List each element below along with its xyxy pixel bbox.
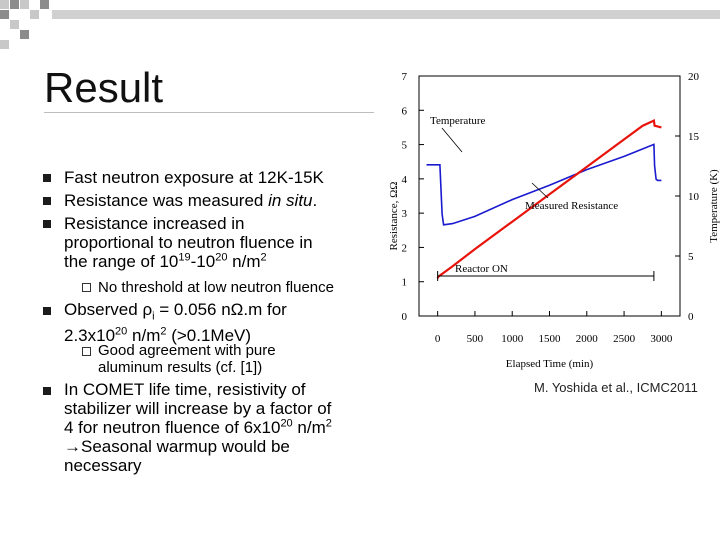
y-left-tick-label: 5 [401, 139, 407, 152]
sub-bullet-2-line2: aluminum results (cf. [1]) [98, 359, 263, 376]
bullet-3-line3-mid: -10 [190, 252, 216, 271]
y-left-tick-label: 6 [401, 105, 407, 118]
bullet-4-line2-mid: n/m [127, 326, 161, 346]
deco-square [0, 10, 9, 19]
deco-square [0, 40, 9, 49]
bullet-5-line3-pre: 4 for neutron fluence of 6x10 [64, 418, 281, 437]
y-left-tick-label: 4 [401, 173, 407, 186]
deco-bar [52, 10, 720, 19]
annotation-label: Measured Resistance [525, 200, 619, 212]
sub-bullet-marker [82, 283, 91, 292]
y-right-tick-label: 5 [688, 251, 694, 263]
y-left-tick-label: 3 [401, 208, 407, 221]
bullet-5-line5: necessary [64, 456, 142, 475]
y-left-tick-label: 1 [401, 276, 407, 289]
x-tick-label: 3000 [650, 333, 673, 345]
bullet-4-line1-pre: Observed [64, 300, 143, 319]
exponent: 20 [115, 325, 128, 338]
slide-title: Result [44, 64, 164, 111]
deco-square [20, 30, 29, 39]
deco-square [10, 20, 19, 29]
citation: M. Yoshida et al., ICMC2011 [534, 380, 698, 395]
bullet-marker [43, 387, 51, 395]
bullet-2-em: in situ [268, 191, 313, 210]
bullet-marker [43, 197, 51, 205]
plot-frame [419, 76, 680, 316]
bullet-1-text: Fast neutron exposure at 12K-15K [64, 168, 324, 187]
sub-bullet-1-text: No threshold at low neutron fluence [98, 279, 334, 296]
exponent: 19 [178, 251, 191, 264]
bullet-5-line2: stabilizer will increase by a factor of [64, 399, 332, 418]
bullet-3-line1: Resistance increased in [64, 214, 245, 233]
bullet-3-line3-pre: the range of 10 [64, 252, 179, 271]
x-tick-label: 0 [434, 333, 441, 345]
deco-square [0, 0, 9, 9]
bullet-4-line2-post: (>0.1MeV) [166, 326, 252, 346]
bullet-4-line2-pre: 2.3x10 [64, 326, 116, 346]
x-tick-label: 2500 [613, 333, 636, 345]
y-right-tick-label: 0 [688, 311, 694, 323]
bullet-2-pre: Resistance was measured [64, 191, 269, 210]
exponent: 2 [160, 325, 167, 338]
rho-symbol: ρ [142, 300, 153, 319]
exponent: 2 [260, 251, 267, 264]
annotation-label: Reactor ON [455, 263, 508, 275]
bullet-3-text [64, 214, 313, 271]
deco-square [30, 10, 39, 19]
y-left-tick-label: 2 [401, 242, 407, 255]
exponent: 2 [325, 417, 332, 430]
sub-bullet-2-line1: Good agreement with pure [98, 342, 276, 359]
bullet-4-text [64, 300, 287, 345]
bullet-4-line1-post: = 0.056 nΩ.m for [154, 300, 287, 319]
exponent: 20 [215, 251, 228, 264]
bullet-5-line3-post: n/m [292, 418, 326, 437]
bullet-5-line3 [64, 418, 332, 437]
bullet-5-line4: →Seasonal warmup would be [64, 437, 290, 456]
bullet-marker [43, 220, 51, 228]
sub-bullet-marker [82, 347, 91, 356]
annotation-label: Temperature [430, 115, 486, 127]
y-left-tick-label: 0 [401, 311, 407, 323]
bullet-4-line1 [64, 300, 287, 326]
y-left-tick-label: 7 [401, 71, 407, 83]
x-tick-label: 500 [466, 333, 484, 345]
bullet-3-line2: proportional to neutron fluence in [64, 233, 313, 252]
bullet-5-line1: In COMET life time, resistivity of [64, 380, 306, 399]
bullet-marker [43, 307, 51, 315]
x-axis-label: Elapsed Time (min) [505, 358, 594, 370]
bullet-2-post: . [312, 191, 318, 210]
y-right-tick-label: 20 [688, 71, 699, 83]
x-tick-label: 1500 [538, 333, 561, 345]
exponent: 20 [280, 417, 293, 430]
subscript: i [152, 310, 155, 323]
bullet-marker [43, 174, 51, 182]
sub-bullet-2-text [98, 342, 276, 376]
resistance-temperature-chart [380, 60, 720, 380]
deco-square [40, 0, 49, 9]
y-right-tick-label: 15 [688, 131, 699, 143]
x-tick-label: 2000 [575, 333, 598, 345]
y-right-tick-label: 10 [688, 191, 699, 203]
bullet-2-text [64, 191, 317, 210]
title-divider [44, 112, 374, 113]
bullet-5-text [64, 380, 332, 475]
y-right-axis-label: Temperature (K) [708, 169, 720, 243]
x-tick-label: 1000 [501, 333, 524, 345]
deco-square [10, 0, 19, 9]
y-left-axis-label: Resistance, ΩΩ [388, 181, 400, 251]
bullet-3-line3 [64, 252, 313, 271]
deco-square [20, 0, 29, 9]
bullet-3-line3-post: n/m [227, 252, 261, 271]
